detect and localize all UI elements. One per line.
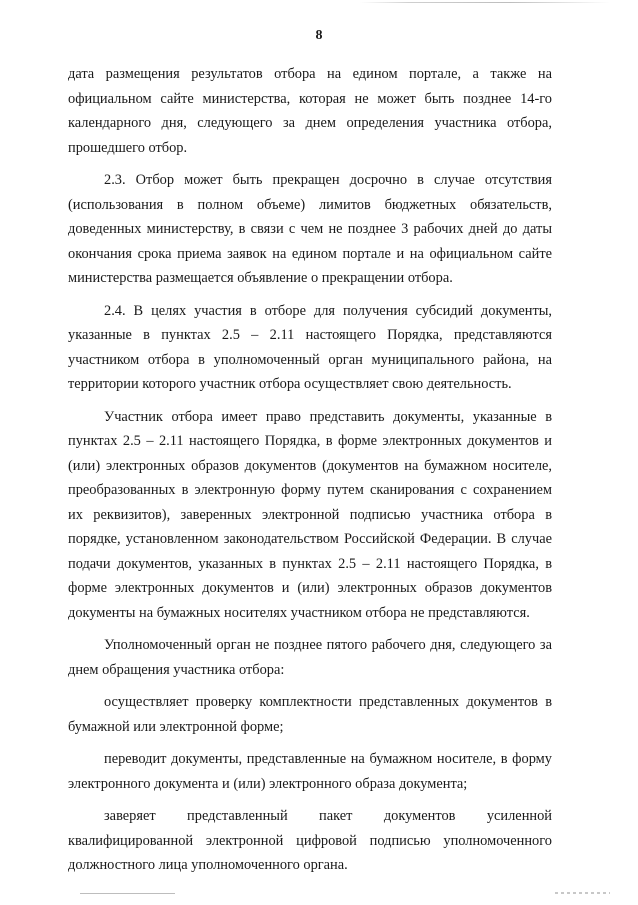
paragraph-2-4: 2.4. В целях участия в отборе для получения субсидий документы, указанные в пунктах 2.5 – 2.11 настоящего Порядка, представляются участником отбора в уполномоченный орган муниципального района, на территории которого участник отбора осуществляет свою деятельность. [68,302,552,392]
page-number: 8 [315,28,323,43]
document-body [68,62,552,878]
paragraph-continuation: дата размещения результатов отбора на едином портале, а также на официальном сайте министерства, которая не может быть позднее 14-го календарного дня, следующего за днем определения участника отбора, прошедшего отбор. [68,66,552,156]
scan-artifact-bottom-left [80,893,175,894]
scan-artifact-bottom-right [555,892,610,894]
list-item-convert-documents: переводит документы, представленные на бумажном носителе, в форму электронного документа и (или) электронного образа документа; [68,751,552,792]
scan-artifact-top [360,2,610,3]
paragraph-2-3: 2.3. Отбор может быть прекращен досрочно в случае отсутствия (использования в полном объеме) лимитов бюджетных обязательств, доведенных министерству, в связи с чем не позднее 3 рабочих дней до даты окончания срока приема заявок на едином портале и на официальном сайте министерства размещается объявление о прекращении отбора. [68,172,552,286]
list-item-check-completeness: осуществляет проверку комплектности представленных документов в бумажной или электронной форме; [68,694,552,735]
list-item-certify-package: заверяет представленный пакет документов усиленной квалифицированной электронной цифровой подписью уполномоченного должностного лица уполномоченного органа. [68,808,552,873]
paragraph-participant-rights: Участник отбора имеет право представить документы, указанные в пунктах 2.5 – 2.11 настоящего Порядка, в форме электронных документов и (или) электронных образов документов (документов на бумажном носителе, преобразованных в электронную форму путем сканирования с сохранением их реквизитов), заверенных электронной подписью участника отбора в порядке, установленном законодательством Российской Федерации. В случае подачи документов, указанных в пунктах 2.5 – 2.11 настоящего Порядка, в форме электронных документов и (или) электронных образов документов документы на бумажных носителях участником отбора не представляются. [68,408,552,621]
paragraph-authorized-body: Уполномоченный орган не позднее пятого рабочего дня, следующего за днем обращения участника отбора: [68,637,552,678]
